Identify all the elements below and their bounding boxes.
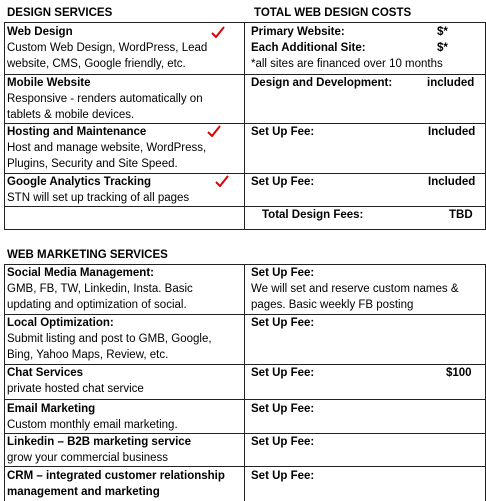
cost-label: Design and Development: — [251, 77, 393, 89]
table-border — [4, 22, 5, 229]
table-border — [4, 264, 5, 501]
service-title-continued: management and marketing — [7, 486, 160, 498]
cost-note: pages. Basic weekly FB posting — [251, 299, 414, 311]
total-costs-header: TOTAL WEB DESIGN COSTS — [254, 7, 412, 19]
cost-label: Set Up Fee: — [251, 367, 315, 379]
service-title: Email Marketing — [7, 403, 96, 415]
row-divider — [4, 466, 486, 467]
service-description: private hosted chat service — [7, 383, 144, 395]
service-title: CRM – integrated customer relationship — [7, 470, 225, 482]
cost-value: $* — [437, 42, 448, 54]
cost-note: *all sites are financed over 10 months — [251, 58, 443, 70]
column-divider — [244, 264, 245, 501]
cost-value: $100 — [446, 367, 472, 379]
service-description: Custom monthly email marketing. — [7, 419, 178, 431]
service-description: website, CMS, Google friendly, etc. — [7, 58, 186, 70]
cost-note: We will set and reserve custom names & — [251, 283, 459, 295]
design-services-header: DESIGN SERVICES — [7, 7, 113, 19]
service-description: GMB, FB, TW, Linkedin, Insta. Basic — [7, 283, 193, 295]
service-description: tablets & mobile devices. — [7, 109, 135, 121]
service-title: Chat Services — [7, 367, 84, 379]
row-divider — [4, 206, 486, 207]
cost-label: Each Additional Site: — [251, 42, 366, 54]
service-description: Plugins, Security and Site Speed. — [7, 158, 178, 170]
cost-value: Included — [428, 126, 476, 138]
service-title: Hosting and Maintenance — [7, 126, 147, 138]
service-title: Social Media Management: — [7, 267, 154, 279]
service-description: Submit listing and post to GMB, Google, — [7, 333, 212, 345]
cost-label: Set Up Fee: — [251, 403, 315, 415]
cost-label: Set Up Fee: — [251, 176, 315, 188]
service-title: Google Analytics Tracking — [7, 176, 152, 188]
service-description: updating and optimization of social. — [7, 299, 187, 311]
service-description: Custom Web Design, WordPress, Lead — [7, 42, 208, 54]
column-divider — [244, 22, 245, 229]
total-value: TBD — [449, 209, 473, 221]
cost-label: Set Up Fee: — [251, 436, 315, 448]
table-border — [4, 22, 486, 23]
row-divider — [4, 399, 486, 400]
cost-value: Included — [428, 176, 476, 188]
service-title: Mobile Website — [7, 77, 91, 89]
cost-value: $* — [437, 26, 448, 38]
checkmark-icon — [215, 175, 229, 187]
web-marketing-header: WEB MARKETING SERVICES — [7, 249, 168, 261]
cost-label: Set Up Fee: — [251, 267, 315, 279]
service-description: Host and manage website, WordPress, — [7, 142, 207, 154]
service-title: Local Optimization: — [7, 317, 114, 329]
service-title: Web Design — [7, 26, 73, 38]
table-border — [4, 229, 486, 230]
cost-label: Primary Website: — [251, 26, 345, 38]
service-title: Linkedin – B2B marketing service — [7, 436, 192, 448]
service-description: STN will set up tracking of all pages — [7, 192, 190, 204]
cost-label: Set Up Fee: — [251, 317, 315, 329]
checkmark-icon — [211, 26, 225, 38]
checkmark-icon — [207, 125, 221, 137]
cost-label: Set Up Fee: — [251, 126, 315, 138]
service-description: Bing, Yahoo Maps, Review, etc. — [7, 349, 169, 361]
cost-value: included — [427, 77, 475, 89]
service-description: grow your commercial business — [7, 452, 169, 464]
total-label: Total Design Fees: — [262, 209, 364, 221]
cost-label: Set Up Fee: — [251, 470, 315, 482]
service-description: Responsive - renders automatically on — [7, 93, 203, 105]
